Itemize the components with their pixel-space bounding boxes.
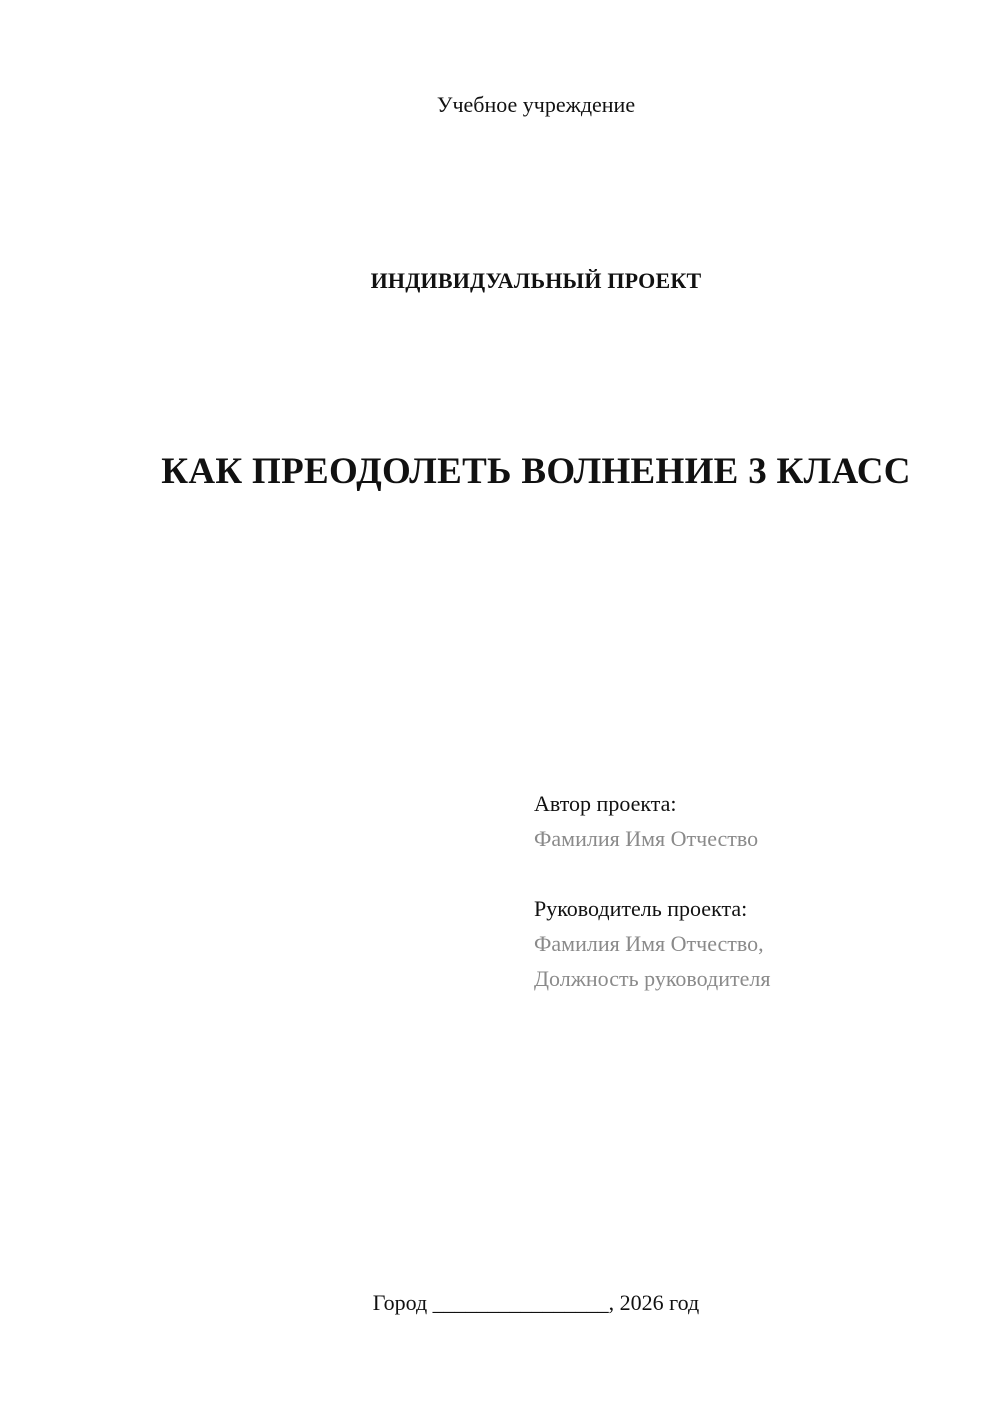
document-type-heading: ИНДИВИДУАЛЬНЫЙ ПРОЕКТ <box>370 268 702 293</box>
institution-name: Учебное учреждение <box>436 92 636 117</box>
supervisor-label: Руководитель проекта: <box>534 896 748 921</box>
project-title: КАК ПРЕОДОЛЕТЬ ВОЛНЕНИЕ 3 КЛАСС <box>161 451 911 492</box>
city-year-footer: Город ________________, 2026 год <box>372 1290 700 1315</box>
author-label: Автор проекта: <box>534 791 677 816</box>
supervisor-position: Должность руководителя <box>534 966 771 991</box>
author-name: Фамилия Имя Отчество <box>534 826 759 851</box>
supervisor-name: Фамилия Имя Отчество, <box>534 931 764 956</box>
info-spacer <box>534 856 964 891</box>
project-info-block <box>534 786 964 996</box>
